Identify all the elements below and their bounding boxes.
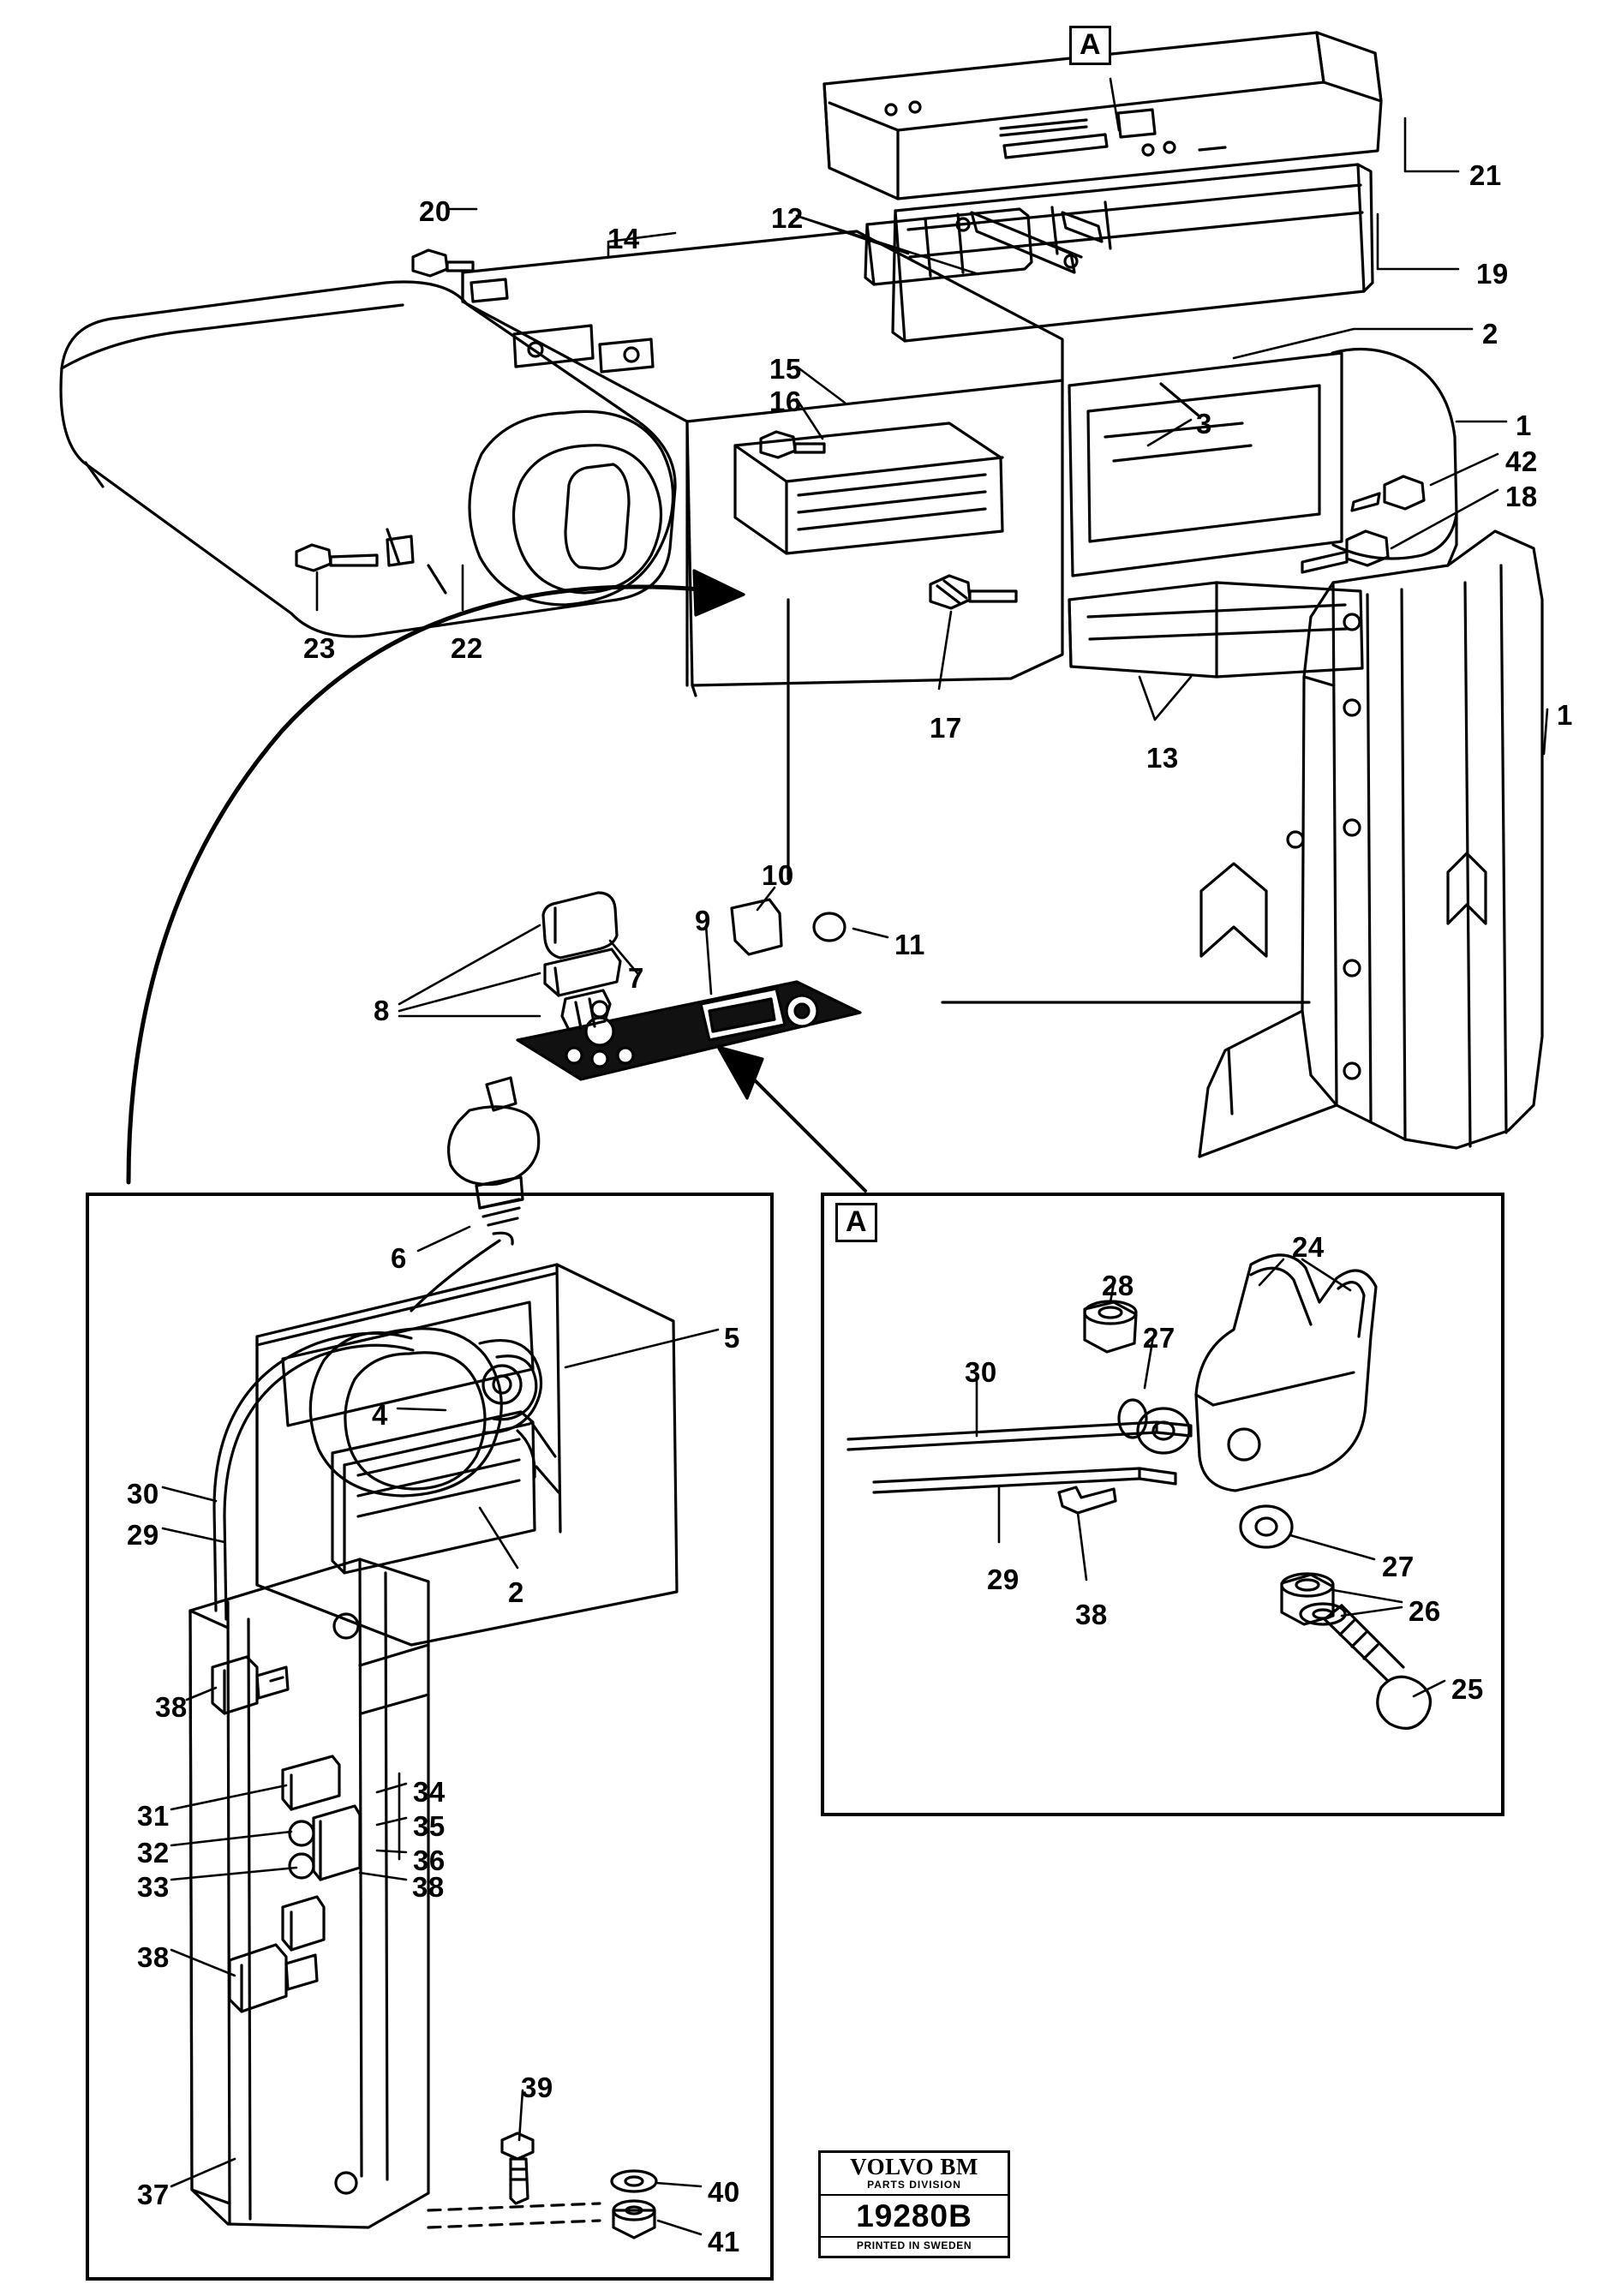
callout-10: 10 bbox=[762, 859, 794, 891]
callout-38-lower: 38 bbox=[137, 1941, 170, 1973]
callout-16: 16 bbox=[769, 386, 802, 417]
callout-18: 18 bbox=[1505, 481, 1538, 512]
part-screw-16 bbox=[761, 432, 824, 457]
callout-14: 14 bbox=[607, 223, 640, 254]
callout-30-left: 30 bbox=[127, 1478, 159, 1510]
callout-38-mid: 38 bbox=[412, 1871, 445, 1903]
callout-1-lower: 1 bbox=[1557, 699, 1573, 731]
callout-42: 42 bbox=[1505, 445, 1538, 477]
arrow-assembly-guide bbox=[129, 571, 744, 1182]
callout-23: 23 bbox=[303, 632, 336, 664]
part-body-1 bbox=[1199, 350, 1542, 1157]
callout-15: 15 bbox=[769, 353, 802, 385]
part-screw-17 bbox=[930, 576, 1016, 608]
callout-9: 9 bbox=[695, 905, 711, 936]
inset-frame-left bbox=[86, 1193, 774, 2281]
callout-31: 31 bbox=[137, 1800, 170, 1832]
callout-11: 11 bbox=[894, 929, 925, 960]
callout-38-detail: 38 bbox=[1075, 1599, 1108, 1630]
printed-in: PRINTED IN SWEDEN bbox=[856, 2239, 972, 2252]
callout-39: 39 bbox=[521, 2072, 553, 2103]
callout-35: 35 bbox=[413, 1810, 446, 1842]
brand-division: PARTS DIVISION bbox=[867, 2179, 961, 2191]
callout-3: 3 bbox=[1196, 408, 1212, 439]
callout-38-upper: 38 bbox=[155, 1691, 188, 1723]
drawing-number: 19280B bbox=[821, 2196, 1008, 2238]
part-knob-11 bbox=[814, 913, 845, 941]
arrow-detail-to-panel bbox=[718, 1047, 865, 1191]
callout-34: 34 bbox=[413, 1776, 446, 1808]
callout-6: 6 bbox=[391, 1242, 407, 1274]
part-inner-duct-13 bbox=[1069, 353, 1362, 677]
callout-13: 13 bbox=[1146, 742, 1179, 774]
callout-29-detail: 29 bbox=[987, 1564, 1020, 1595]
callout-17: 17 bbox=[930, 712, 962, 744]
callout-2-inset: 2 bbox=[508, 1576, 524, 1608]
callout-26: 26 bbox=[1409, 1595, 1441, 1627]
callout-2-top: 2 bbox=[1482, 318, 1498, 350]
callout-36: 36 bbox=[413, 1845, 446, 1876]
part-knob-7 bbox=[543, 893, 620, 1030]
callout-20: 20 bbox=[419, 195, 452, 227]
callout-37: 37 bbox=[137, 2179, 170, 2210]
callout-32: 32 bbox=[137, 1837, 170, 1868]
callout-27-upper: 27 bbox=[1143, 1322, 1175, 1354]
detail-marker-top: A bbox=[1069, 26, 1111, 65]
callout-19: 19 bbox=[1476, 258, 1509, 290]
callout-40: 40 bbox=[708, 2176, 740, 2208]
inset-frame-detail-a bbox=[821, 1193, 1504, 1816]
logo-brand-area bbox=[821, 2153, 1008, 2196]
callout-25: 25 bbox=[1451, 1673, 1484, 1705]
callout-28: 28 bbox=[1102, 1270, 1134, 1301]
detail-box-label: A bbox=[835, 1203, 877, 1242]
callout-5: 5 bbox=[724, 1322, 740, 1354]
callout-7: 7 bbox=[628, 962, 644, 994]
callout-4: 4 bbox=[372, 1399, 388, 1431]
part-panel-14 bbox=[463, 231, 1062, 696]
callout-8: 8 bbox=[374, 995, 390, 1026]
brand-name: VOLVO BM bbox=[850, 2154, 978, 2179]
callout-1-upper: 1 bbox=[1516, 410, 1532, 441]
callout-33: 33 bbox=[137, 1871, 170, 1903]
part-duct-22 bbox=[61, 282, 675, 637]
callout-12: 12 bbox=[771, 202, 804, 234]
part-knob-10 bbox=[732, 900, 781, 954]
callout-41: 41 bbox=[708, 2226, 740, 2257]
callout-29-left: 29 bbox=[127, 1519, 159, 1551]
part-screw-20 bbox=[413, 250, 473, 276]
logo-block bbox=[818, 2150, 1010, 2258]
callout-22: 22 bbox=[451, 632, 483, 664]
callout-21: 21 bbox=[1469, 159, 1502, 191]
callout-24: 24 bbox=[1292, 1231, 1325, 1263]
callout-30-detail: 30 bbox=[965, 1356, 997, 1388]
callout-27-lower: 27 bbox=[1382, 1551, 1415, 1582]
